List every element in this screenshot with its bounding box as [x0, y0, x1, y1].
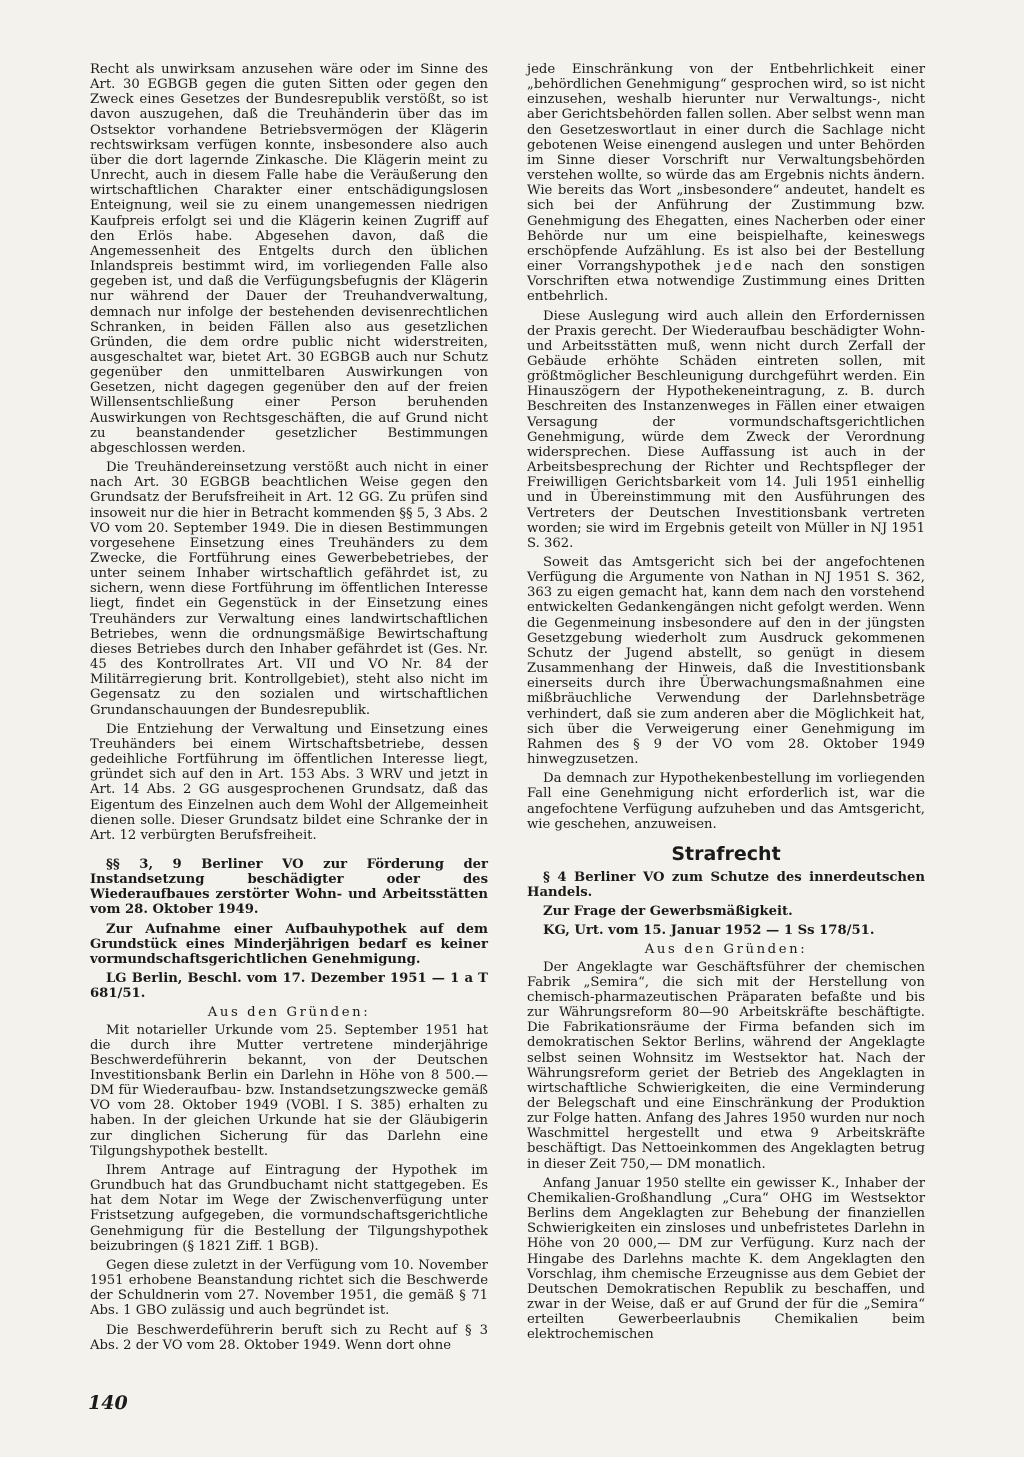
grounds-label: Aus den Gründen:	[644, 942, 808, 958]
case-citation: KG, Urt. vom 15. Januar 1952 — 1 Ss 178/51.	[543, 923, 875, 939]
paragraph: Soweit das Amtsgericht sich bei der angefochtenen Verfügung die Argumente von Nathan in NJ 1951 S. 362, 363 zu eigen gemacht hat, kann dem nach den vorstehend entwickelten Gedankengängen nicht gefolgt werden. Wenn die Gegenmeinung insbesondere auf den in der jüngsten Gesetzgebung wiederholt zum Ausdruck gekommenen Schutz der Jugend abstellt, so genügt in diesem Zusammenhang der Hinweis, daß die Investitionsbank einerseits durch ihre Überwachungsmaßnahmen eine mißbräuchliche Verwendung der Darlehnsbeträge verhindert, daß sie zum anderen aber die Möglichkeit hat, sich über die Verweigerung einer Genehmigung im Rahmen des § 9 der VO vom 28. Oktober 1949 hinwegzusetzen.	[527, 555, 925, 768]
left-column	[90, 62, 488, 1357]
paragraph: Der Angeklagte war Geschäftsführer der chemischen Fabrik „Semira“, die sich mit der Herstellung von chemisch-pharmazeutischen Präparaten befaßte und bis zur Währungsreform 80—90 Arbeitskräfte beschäftigte. Die Fabrikationsräume der Firma befanden sich im demokratischen Sektor Berlins, während der Angeklagte selbst seinen Wohnsitz im Westsektor hat. Nach der Währungsreform geriet der Betrieb des Angeklagten in wirtschaftliche Schwierigkeiten, die eine Verminderung der Belegschaft und eine Einschränkung der Produktion zur Folge hatten. Anfang des Jahres 1950 wurden nur noch Waschmittel hergestellt und etwa 9 Arbeitskräfte beschäftigt. Das Nettoeinkommen des Angeklagten betrug in dieser Zeit 750,— DM monatlich.	[527, 959, 925, 1172]
paragraph: Ihrem Antrage auf Eintragung der Hypothek im Grundbuch hat das Grundbuchamt nicht stattgegeben. Es hat dem Notar im Wege der Zwischenverfügung unter Fristsetzung aufgegeben, die vormundschaftsgerichtliche Genehmigung für die Bestellung der Tilgungshypothek beizubringen (§ 1821 Ziff. 1 BGB).	[90, 1162, 488, 1254]
paragraph: Mit notarieller Urkunde vom 25. September 1951 hat die durch ihre Mutter vertretene minderjährige Beschwerdeführerin bekannt, von der Deutschen Investitionsbank Berlin ein Darlehn in Höhe von 8 500.— DM für Wiederaufbau- bzw. Instandsetzungszwecke gemäß VO vom 28. Oktober 1949 (VOBl. I S. 385) erhalten zu haben. In der gleichen Urkunde hat sie der Gläubigerin zur dinglichen Sicherung für das Darlehn eine Tilgungshypothek bestellt.	[90, 1022, 488, 1159]
grounds-label: Aus den Gründen:	[207, 1005, 371, 1021]
section-title: Strafrecht	[671, 842, 781, 865]
paragraph: Gegen diese zuletzt in der Verfügung vom 10. November 1951 erhobene Beanstandung richtet sich die Beschwerde der Schuldnerin vom 27. November 1951, die gemäß § 71 Abs. 1 GBO zulässig und auch begründet ist.	[90, 1257, 488, 1319]
paragraph: Da demnach zur Hypothekenbestellung im vorliegenden Fall eine Genehmigung nicht erforderlich ist, war die angefochtene Verfügung aufzuheben und das Amtsgericht, wie geschehen, anzuweisen.	[527, 771, 925, 832]
paragraph: Diese Auslegung wird auch allein den Erfordernissen der Praxis gerecht. Der Wiederaufbau beschädigter Wohn- und Arbeitsstätten muß, wenn nicht durch Zerfall der Gebäude erhöhte Schäden eintreten sollen, mit größtmöglicher Beschleunigung durchgeführt werden. Ein Hinauszögern der Hypothekeneintragung, z. B. durch Beschreiten des Instanzenweges in Fällen einer etwaigen Versagung der vormundschaftsgerichtlichen Genehmigung, würde dem Zweck der Verordnung widersprechen. Diese Auffassung ist auch in der Arbeitsbesprechung der Richter und Rechtspfleger der Freiwilligen Gerichtsbarkeit vom 14. Juli 1951 einhellig und in Übereinstimmung mit den Ausführungen des Vertreters der Deutschen Investitionsbank vertreten worden; sie wird im Ergebnis geteilt von Müller in NJ 1951 S. 362.	[527, 308, 925, 551]
paragraph-text: jede Einschränkung von der Entbehrlichkeit einer „behördlichen Genehmigung“ gesprochen wird, so ist nicht einzusehen, weshalb hierunter nur Verwaltungs-, nicht aber Gerichtsbehörden fallen sollen. Aber selbst wenn man den Gesetzeswortlaut in einer durch die Sachlage nicht gebotenen Weise einengend auslegen und unter Behörden im Sinne dieser Vorschrift nur Verwaltungsbehörden verstehen wollte, so würde das am Ergebnis nichts ändern. Wie bereits das Wort „insbesondere“ andeutet, handelt es sich bei der Anführung der Zustimmung bzw. Genehmigung des Ehegatten, eines Nacherben oder einer Behörde nur um eine beispielhafte, keineswegs erschöpfende Aufzählung. Es ist also bei der Bestellung einer Vorrangshypothek	[527, 62, 925, 275]
case-citation: LG Berlin, Beschl. vom 17. Dezember 1951 — 1 a T 681/51.	[90, 971, 488, 1002]
paragraph-text: nach den sonstigen Vorschriften etwa notwendige Zustimmung eines Dritten entbehrlich.	[527, 259, 925, 305]
emphasis-text: jede	[716, 259, 755, 275]
paragraph: Recht als unwirksam anzusehen wäre oder im Sinne des Art. 30 EGBGB gegen die guten Sitten oder gegen den Zweck eines Gesetzes der Bundesrepublik verstößt, so ist davon auszugehen, daß die Treuhänderin über das im Ostsektor vorhandene Betriebsvermögen der Klägerin rechtswirksam verfügen konnte, insbesondere also auch über die dort lagernde Zinkasche. Die Klägerin meint zu Unrecht, auch in diesem Falle habe die Veräußerung den wirtschaftlichen Charakter einer entschädigungslosen Enteignung, weil sie zu einem unangemessen niedrigen Kaufpreis erfolgt sei und die Klägerin keinen Zugriff auf den Erlös habe. Abgesehen davon, daß die Angemessenheit des Entgelts durch den üblichen Inlandspreis bestimmt wird, im vorliegenden Falle also gegeben ist, und daß die Verfügungsbefugnis der Klägerin nur während der Dauer der Treuhandverwaltung, demnach nur infolge der bestehenden devisenrechtlichen Schranken, in beiden Fällen also aus gesetzlichen Gründen, die dem ordre public nicht widerstreiten, ausgeschaltet war, bietet Art. 30 EGBGB auch nur Schutz gegenüber den unmittelbaren Auswirkungen von Gesetzen, nicht dagegen gegenüber den auf der freien Willensentschließung einer Person beruhenden Auswirkungen von Rechtsgeschäften, die auf Grund nicht zu beanstandender gesetzlicher Bestimmungen abgeschlossen werden.	[90, 62, 488, 456]
paragraph: Die Beschwerdeführerin beruft sich zu Recht auf § 3 Abs. 2 der VO vom 28. Oktober 1949. Wenn dort ohne	[90, 1322, 488, 1353]
paragraph: Anfang Januar 1950 stellte ein gewisser K., Inhaber der Chemikalien-Großhandlung „Cura“ OHG im Westsektor Berlins dem Angeklagten zur Behebung der finanziellen Schwierigkeiten ein zinsloses und unbefristetes Darlehn in Höhe von 20 000,— DM zur Verfügung. Kurz nach der Hingabe des Darlehns machte K. dem Angeklagten den Vorschlag, ihm chemische Erzeugnisse aus dem Gebiet der Deutschen Demokratischen Republik zu beschaffen, und zwar in der Weise, daß er auf Grund der für die „Semira“ erteilten Gewerbeerlaubnis Chemikalien beim elektrochemischen	[527, 1175, 925, 1343]
right-column	[527, 62, 925, 1347]
paragraph	[527, 62, 925, 305]
case-headnote: Zur Aufnahme einer Aufbauhypothek auf dem Grundstück eines Minderjährigen bedarf es keiner vormundschaftsgerichtlichen Genehmigung.	[90, 921, 488, 967]
paragraph: Die Treuhändereinsetzung verstößt auch nicht in einer nach Art. 30 EGBGB beachtlichen Weise gegen den Grundsatz der Berufsfreiheit in Art. 12 GG. Zu prüfen sind insoweit nur die hier in Betracht kommenden §§ 5, 3 Abs. 2 VO vom 20. September 1949. Die in diesen Bestimmungen vorgesehene Einsetzung eines Treuhänders zu dem Zwecke, die Fortführung eines Gewerbebetriebes, der unter seinem Inhaber wirtschaftlich gefährdet ist, zu sichern, wenn diese Fortführung im öffentlichen Interesse liegt, findet ein Gegenstück in der Einsetzung eines Treuhänders zur Verwaltung eines landwirtschaftlichen Betriebes, wenn die ordnungsmäßige Bewirtschaftung dieses Betriebes durch den Inhaber gefährdet ist (Ges. Nr. 45 des Kontrollrates Art. VII und VO Nr. 84 der Militärregierung brit. Kontrollgebiet), steht also nicht im Gegensatz zu den sozialen und wirtschaftlichen Grundanschauungen der Bundesrepublik.	[90, 460, 488, 718]
case-headnote: Zur Frage der Gewerbsmäßigkeit.	[543, 904, 793, 920]
case-norm-heading: § 4 Berliner VO zum Schutze des innerdeutschen Handels.	[527, 869, 925, 900]
case-norm-heading: §§ 3, 9 Berliner VO zur Förderung der Instandsetzung beschädigter oder des Wiederaufbaues zerstörter Wohn- und Arbeitsstätten vom 28. Oktober 1949.	[90, 856, 488, 918]
paragraph: Die Entziehung der Verwaltung und Einsetzung eines Treuhänders bei einem Wirtschaftsbetriebe, dessen gedeihliche Fortführung im öffentlichen Interesse liegt, gründet sich auf den in Art. 153 Abs. 3 WRV und jetzt in Art. 14 Abs. 2 GG ausgesprochenen Grundsatz, daß das Eigentum des Einzelnen auch dem Wohl der Allgemeinheit dienen solle. Dieser Grundsatz bildet eine Schranke der in Art. 12 verbürgten Berufsfreiheit.	[90, 721, 488, 843]
page-number: 140	[88, 1392, 128, 1414]
